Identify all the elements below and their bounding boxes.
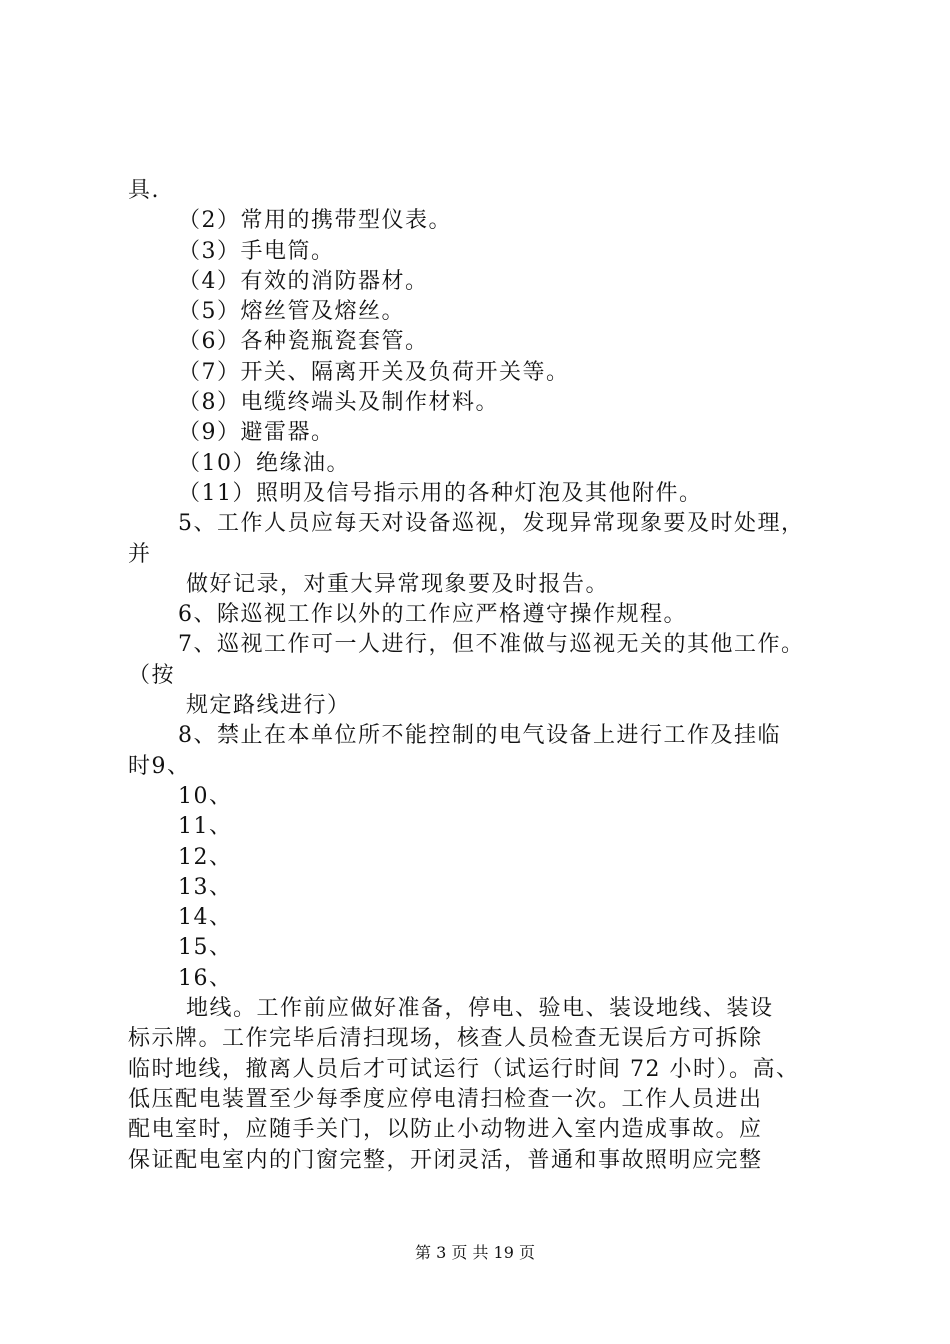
text-line: （7）开关、隔离开关及负荷开关等。 [178, 359, 570, 385]
text-line: 15、 [178, 935, 233, 961]
text-line: 规定路线进行） [186, 693, 351, 719]
text-line: （5）熔丝管及熔丝。 [178, 299, 405, 325]
text-line: （10）绝缘油。 [178, 450, 350, 476]
text-line: 13、 [178, 874, 233, 900]
text-line: （2）常用的携带型仪表。 [178, 208, 452, 234]
text-line: 6、除巡视工作以外的工作应严格遵守操作规程。 [178, 602, 687, 628]
text-line: 做好记录，对重大异常现象要及时报告。 [186, 571, 610, 597]
text-line: 配电室时，应随手关门，以防止小动物进入室内造成事故。应 [128, 1117, 763, 1143]
text-line: 地线。工作前应做好准备，停电、验电、装设地线、装设 [186, 996, 774, 1022]
text-line: 保证配电室内的门窗完整，开闭灵活，普通和事故照明应完整 [128, 1147, 763, 1173]
text-line: 5、工作人员应每天对设备巡视，发现异常现象要及时处理， [178, 511, 805, 537]
text-line: 标示牌。工作完毕后清扫现场，核查人员检查无误后方可拆除 [128, 1026, 763, 1052]
text-line: （3）手电筒。 [178, 238, 335, 264]
document-body [128, 176, 840, 1176]
text-line: 低压配电装置至少每季度应停电清扫检查一次。工作人员进出 [128, 1086, 763, 1112]
text-line: （9）避雷器。 [178, 420, 335, 446]
text-line: 8、禁止在本单位所不能控制的电气设备上进行工作及挂临 [178, 723, 781, 749]
text-line: 14、 [178, 905, 233, 931]
text-line: （6）各种瓷瓶瓷套管。 [178, 329, 429, 355]
text-line: 具. [128, 178, 160, 203]
text-line: 并 [128, 541, 152, 567]
text-line: 临时地线，撤离人员后才可试运行（试运行时间 72 小时）。高、 [128, 1056, 800, 1082]
text-line: （4）有效的消防器材。 [178, 268, 429, 294]
text-line: （8）电缆终端头及制作材料。 [178, 390, 499, 416]
text-line: （11）照明及信号指示用的各种灯泡及其他附件。 [178, 480, 703, 506]
text-line: 10、 [178, 783, 233, 809]
text-line: 7、巡视工作可一人进行，但不准做与巡视无关的其他工作。 [178, 632, 805, 658]
text-line: 时9、 [128, 753, 191, 779]
text-line: 16、 [178, 965, 233, 991]
text-line: 11、 [178, 814, 233, 840]
page-footer: 第 3 页 共 19 页 [415, 1243, 535, 1262]
text-line: （按 [128, 662, 176, 688]
text-line: 12、 [178, 844, 233, 870]
